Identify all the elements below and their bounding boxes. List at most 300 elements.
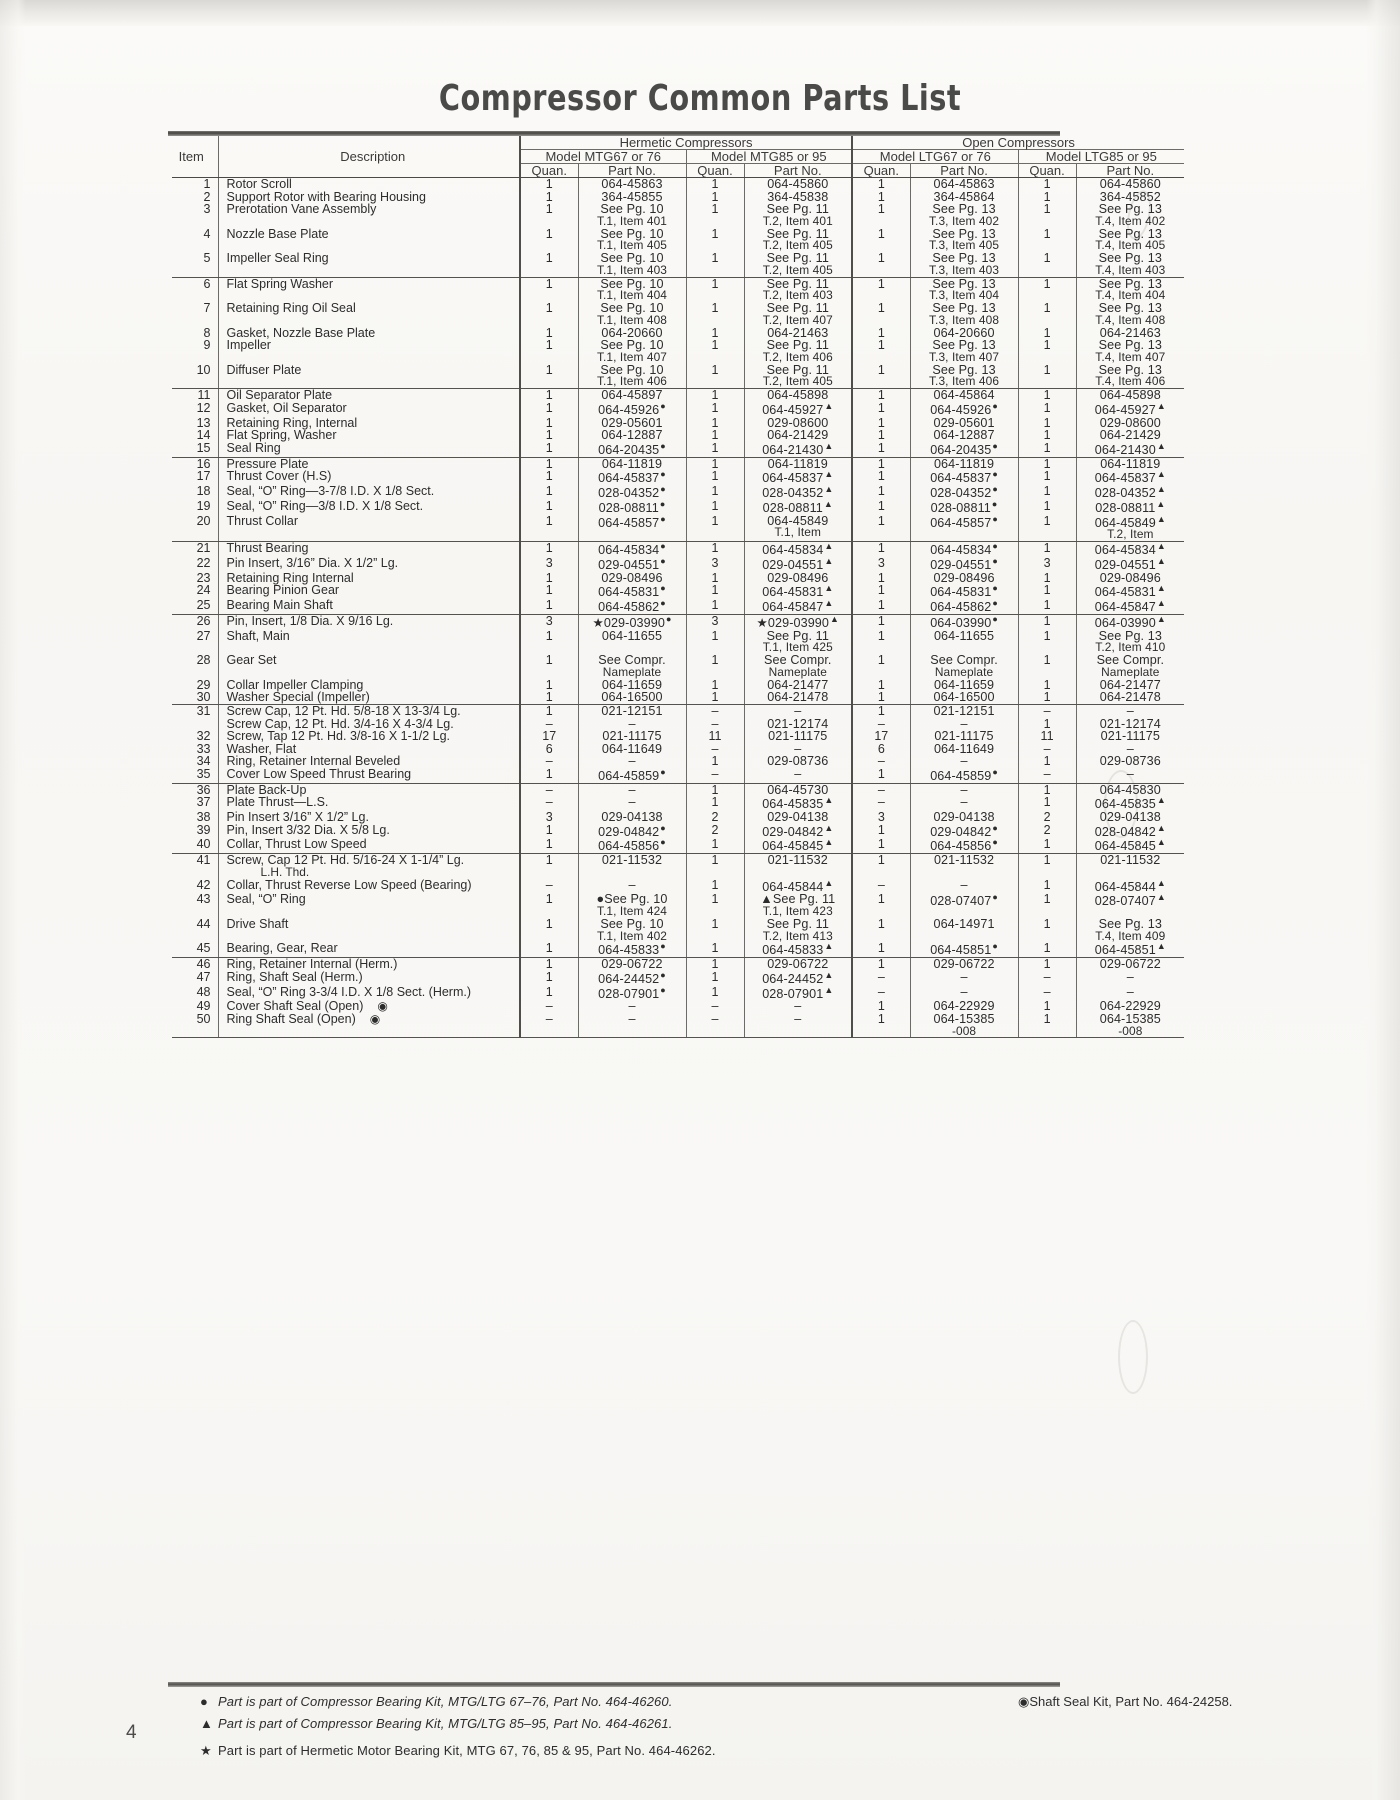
row-part-number: 064-21478 xyxy=(1076,691,1184,704)
table-row xyxy=(172,796,1184,811)
row-part-number: 064-03990 ▲ xyxy=(1076,614,1184,629)
row-part-number: 064-45834 ● xyxy=(910,542,1018,557)
row-part-number: 064-45831 ▲ xyxy=(1076,584,1184,599)
row-description: Screw, Cap 12 Pt. Hd. 5/16-24 X 1-1/4” Lg. L.H. Thd. xyxy=(218,854,520,879)
row-quantity: 1 xyxy=(1018,457,1076,470)
row-part-number: – xyxy=(578,1013,686,1038)
row-part-number: 029-06722 xyxy=(578,958,686,971)
row-quantity: 1 xyxy=(852,630,910,655)
row-part-reference: Nameplate xyxy=(1101,664,1160,679)
row-part-number: 021-11175 xyxy=(1076,730,1184,743)
kit-dot-icon xyxy=(992,469,998,479)
row-quantity: 1 xyxy=(520,630,578,655)
kit-dot-icon xyxy=(660,970,666,980)
row-quantity: 1 xyxy=(520,599,578,614)
row-quantity: 1 xyxy=(520,402,578,417)
table-row xyxy=(172,918,1184,943)
row-quantity: 1 xyxy=(852,485,910,500)
row-part-reference: Nameplate xyxy=(602,664,662,679)
row-quantity: 1 xyxy=(686,364,744,389)
header-part-mtg67: Part No. xyxy=(578,164,686,178)
row-quantity: 1 xyxy=(1018,654,1076,679)
row-quantity: 1 xyxy=(686,599,744,614)
row-part-number: 064-11655 xyxy=(910,630,1018,655)
row-part-number: – xyxy=(910,971,1018,986)
row-part-number: See Pg. 10 T.1, Item 405 xyxy=(578,228,686,253)
row-quantity: 1 xyxy=(686,442,744,457)
row-quantity: 1 xyxy=(852,228,910,253)
row-quantity: 3 xyxy=(852,811,910,824)
row-part-number: 064-11819 xyxy=(1076,457,1184,470)
table-row xyxy=(172,971,1184,986)
row-part-reference: T.3, Item 407 xyxy=(929,349,1000,364)
row-item-number: 34 xyxy=(196,754,211,769)
kit-dot-icon xyxy=(660,941,666,951)
row-quantity: 1 xyxy=(686,584,744,599)
row-part-number: 064-21430 ▲ xyxy=(744,442,852,457)
row-quantity: 1 xyxy=(686,971,744,986)
kit-dot-icon xyxy=(660,541,666,551)
row-part-number: – xyxy=(1076,971,1184,986)
row-part-number: 028-07901 ● xyxy=(578,986,686,1001)
row-quantity: 1 xyxy=(520,364,578,389)
row-part-number: 029-06722 xyxy=(910,958,1018,971)
row-quantity: 1 xyxy=(852,327,910,340)
row-part-number: 028-04352 ▲ xyxy=(1076,485,1184,500)
row-quantity: – xyxy=(520,796,578,811)
row-item-number: 27 xyxy=(196,628,211,643)
row-item-number: 4 xyxy=(203,226,211,241)
row-part-number: 364-45864 xyxy=(910,191,1018,204)
row-part-reference: Nameplate xyxy=(768,664,827,679)
row-quantity: 2 xyxy=(1018,811,1076,824)
row-quantity: 1 xyxy=(1018,515,1076,542)
row-part-number: 064-45835 ▲ xyxy=(1076,796,1184,811)
row-description-line2: L.H. Thd. xyxy=(260,864,310,879)
row-part-number: 064-11649 xyxy=(578,743,686,756)
row-part-number: – xyxy=(1076,704,1184,717)
kit-triangle-icon xyxy=(1156,499,1165,509)
row-quantity: – xyxy=(852,986,910,1001)
row-description: Oil Separator Plate xyxy=(218,389,520,402)
row-quantity: 1 xyxy=(520,893,578,918)
row-part-number: See Pg. 13 T.4, Item 406 xyxy=(1076,364,1184,389)
row-quantity: 1 xyxy=(686,783,744,796)
header-group-row xyxy=(172,136,1184,150)
row-quantity: 1 xyxy=(686,679,744,692)
row-part-number: 064-21463 xyxy=(1076,327,1184,340)
row-quantity: 1 xyxy=(520,824,578,839)
row-part-number: 064-21429 xyxy=(744,429,852,442)
kit-dot-icon xyxy=(660,767,666,777)
row-part-reference: T.2, Item 405 xyxy=(762,374,833,389)
row-part-number: 029-05601 xyxy=(578,417,686,430)
row-part-reference: T.1, Item 423 xyxy=(762,904,833,918)
kit-dot-icon xyxy=(992,401,998,411)
row-part-number: See Pg. 10 T.1, Item 407 xyxy=(578,339,686,364)
row-part-reference: T.2, Item 403 xyxy=(762,288,833,303)
row-quantity: 1 xyxy=(686,178,744,191)
table-row xyxy=(172,838,1184,853)
shaft-seal-kit-icon: ◉ xyxy=(377,999,388,1014)
row-quantity: 6 xyxy=(852,743,910,756)
row-description: Impeller Seal Ring xyxy=(218,252,520,277)
table-row xyxy=(172,485,1184,500)
table-row xyxy=(172,730,1184,743)
kit-dot-icon xyxy=(992,837,998,847)
table-row xyxy=(172,228,1184,253)
row-part-number: – xyxy=(744,743,852,756)
row-quantity: 1 xyxy=(520,389,578,402)
row-item-number: 9 xyxy=(203,338,211,353)
row-quantity: 1 xyxy=(520,191,578,204)
row-part-number: – xyxy=(910,879,1018,894)
row-part-reference: T.3, Item 402 xyxy=(929,213,1000,228)
row-part-number: See Compr. Nameplate xyxy=(744,654,852,679)
row-item-number: 23 xyxy=(196,570,211,585)
row-description: Seal, “O” Ring xyxy=(218,893,520,918)
row-part-number: 064-11655 xyxy=(578,630,686,655)
table-row xyxy=(172,811,1184,824)
row-quantity: – xyxy=(852,971,910,986)
row-part-reference: T.4, Item 405 xyxy=(1095,238,1166,253)
row-quantity: 1 xyxy=(520,971,578,986)
table-row xyxy=(172,557,1184,572)
row-part-number: – xyxy=(578,879,686,894)
row-description: Bearing Pinion Gear xyxy=(218,584,520,599)
row-quantity: 1 xyxy=(852,470,910,485)
table-row xyxy=(172,327,1184,340)
row-quantity: – xyxy=(852,783,910,796)
row-part-reference: T.1, Item 403 xyxy=(596,262,668,277)
row-part-number: See Pg. 11 T.2, Item 413 xyxy=(744,918,852,943)
kit-triangle-icon xyxy=(824,583,833,593)
row-quantity: 1 xyxy=(520,691,578,704)
row-item-number: 25 xyxy=(172,599,218,614)
header-quan-mtg85: Quan. xyxy=(686,164,744,178)
row-part-reference: T.3, Item 403 xyxy=(929,262,1000,277)
table-row xyxy=(172,654,1184,679)
row-part-number: 064-24452 ▲ xyxy=(744,971,852,986)
kit-dot-icon xyxy=(660,837,666,847)
row-description: Collar Impeller Clamping xyxy=(218,679,520,692)
row-part-number: 021-11175 xyxy=(744,730,852,743)
row-quantity: 2 xyxy=(1018,824,1076,839)
kit-triangle-icon xyxy=(1157,878,1166,888)
row-part-reference: -008 xyxy=(1118,1023,1143,1038)
row-part-reference: T.2, Item 410 xyxy=(1095,640,1166,655)
kit-triangle-icon xyxy=(1157,837,1166,847)
row-part-number: 021-12174 xyxy=(744,718,852,731)
row-quantity: 1 xyxy=(686,191,744,204)
row-description: Thrust Bearing xyxy=(218,542,520,557)
row-quantity: 1 xyxy=(520,178,578,191)
row-part-number: 029-04551 ▲ xyxy=(1076,557,1184,572)
row-description: Pin, Insert 3/32 Dia. X 5/8 Lg. xyxy=(218,824,520,839)
table-row xyxy=(172,402,1184,417)
row-quantity: 1 xyxy=(686,515,744,542)
row-quantity: 1 xyxy=(1018,339,1076,364)
row-part-number: See Pg. 11 T.2, Item 403 xyxy=(744,277,852,302)
row-part-number: 029-04138 xyxy=(744,811,852,824)
row-quantity: 1 xyxy=(686,879,744,894)
row-quantity: – xyxy=(686,743,744,756)
header-quan-mtg67: Quan. xyxy=(520,164,578,178)
row-quantity: 1 xyxy=(1018,630,1076,655)
row-description: Seal, “O” Ring—3-7/8 I.D. X 1/8 Sect. xyxy=(218,485,520,500)
row-item-number xyxy=(172,718,218,731)
row-part-reference: -008 xyxy=(951,1023,977,1038)
row-quantity: 6 xyxy=(520,743,578,756)
kit-triangle-icon xyxy=(824,878,833,888)
row-part-number: ●See Pg. 10 T.1, Item 424 xyxy=(578,893,686,918)
row-part-number: 064-45844 ▲ xyxy=(744,879,852,894)
kit-triangle-icon xyxy=(824,401,833,411)
row-quantity: 1 xyxy=(852,191,910,204)
row-quantity: – xyxy=(1018,768,1076,783)
row-part-number: 064-20660 xyxy=(578,327,686,340)
row-quantity: 1 xyxy=(1018,191,1076,204)
row-part-number: 064-45844 ▲ xyxy=(1076,879,1184,894)
row-part-number: 029-04842 ● xyxy=(578,824,686,839)
row-quantity: 1 xyxy=(852,542,910,557)
kit-triangle-icon xyxy=(1157,401,1166,411)
row-part-number: 064-21429 xyxy=(1076,429,1184,442)
table-row xyxy=(172,389,1184,402)
row-part-number: 028-08811 ● xyxy=(910,500,1018,515)
row-part-number: See Pg. 13 T.3, Item 406 xyxy=(910,364,1018,389)
row-part-number: See Pg. 10 T.1, Item 403 xyxy=(578,252,686,277)
row-quantity: 1 xyxy=(520,838,578,853)
row-quantity: – xyxy=(686,718,744,731)
row-description: Prerotation Vane Assembly xyxy=(218,203,520,228)
row-part-reference: Nameplate xyxy=(934,664,994,679)
kit-dot-icon xyxy=(660,514,666,524)
row-quantity: 1 xyxy=(520,252,578,277)
row-description: Flat Spring, Washer xyxy=(218,429,520,442)
row-quantity: – xyxy=(686,1013,744,1038)
kit-dot-icon xyxy=(660,469,666,479)
row-quantity: 1 xyxy=(686,755,744,768)
row-item-number: 18 xyxy=(196,484,211,498)
row-item-number: 37 xyxy=(196,795,211,810)
row-part-number: 064-03990 ● xyxy=(910,614,1018,629)
row-description: Plate Back-Up xyxy=(218,783,520,796)
row-part-number: 029-08496 xyxy=(578,572,686,585)
row-part-number: 064-45837 ▲ xyxy=(1076,470,1184,485)
row-quantity: 1 xyxy=(852,584,910,599)
row-description: Washer, Flat xyxy=(218,743,520,756)
row-quantity: 1 xyxy=(686,942,744,957)
row-part-number: 064-45847 ▲ xyxy=(1076,599,1184,614)
row-quantity: 1 xyxy=(1018,679,1076,692)
row-quantity: 1 xyxy=(686,457,744,470)
row-part-number: 064-45863 xyxy=(910,178,1018,191)
kit-dot-icon xyxy=(992,583,998,593)
row-quantity: 1 xyxy=(686,958,744,971)
row-part-number: See Pg. 13 T.4, Item 409 xyxy=(1076,918,1184,943)
row-item-number: 10 xyxy=(172,364,218,389)
kit-triangle-icon xyxy=(1157,823,1166,833)
row-part-reference: T.2, Item 406 xyxy=(762,349,833,364)
header-part-ltg85: Part No. xyxy=(1076,164,1184,178)
table-row xyxy=(172,893,1184,918)
row-item-number: 17 xyxy=(196,469,211,484)
row-part-number: 029-08736 xyxy=(1076,755,1184,768)
kit-triangle-icon xyxy=(824,441,833,451)
table-row xyxy=(172,879,1184,894)
row-quantity: – xyxy=(520,879,578,894)
row-part-number: 064-22929 xyxy=(1076,1000,1184,1013)
row-description: Pin Insert 3/16” X 1/2” Lg. xyxy=(218,811,520,824)
row-part-number: 064-45849 ▲ T.2, Item xyxy=(1076,515,1184,542)
row-part-number: 064-45927 ▲ xyxy=(1076,402,1184,417)
row-quantity: 1 xyxy=(852,302,910,327)
footnotes xyxy=(200,1694,1260,1766)
row-part-number: 064-45898 xyxy=(744,389,852,402)
row-part-reference: T.2, Item 405 xyxy=(762,262,833,277)
row-quantity: – xyxy=(520,783,578,796)
row-part-reference: T.4, Item 402 xyxy=(1095,213,1166,228)
table-row xyxy=(172,704,1184,717)
row-part-number: 028-07407 ● xyxy=(910,893,1018,918)
row-quantity: 1 xyxy=(852,402,910,417)
kit-triangle-icon xyxy=(824,837,833,847)
row-item-number: 14 xyxy=(196,428,211,443)
row-part-number: 064-45898 xyxy=(1076,389,1184,402)
row-part-reference: T.2, Item 413 xyxy=(762,928,833,943)
kit-triangle-icon xyxy=(824,541,833,551)
row-part-number: See Pg. 10 T.1, Item 402 xyxy=(578,918,686,943)
kit-triangle-icon xyxy=(824,823,833,833)
row-item-number: 8 xyxy=(203,325,211,340)
row-item-number: 42 xyxy=(196,877,211,892)
row-quantity: 1 xyxy=(520,417,578,430)
kit-dot-icon xyxy=(992,598,998,608)
row-quantity: 2 xyxy=(686,811,744,824)
row-quantity: 1 xyxy=(1018,470,1076,485)
row-quantity: – xyxy=(520,755,578,768)
row-quantity: 1 xyxy=(520,654,578,679)
row-part-number: 064-45863 xyxy=(578,178,686,191)
table-row xyxy=(172,599,1184,614)
row-part-number: – xyxy=(910,986,1018,1001)
row-part-number: – xyxy=(1076,768,1184,783)
row-part-number: 064-15385 -008 xyxy=(1076,1013,1184,1038)
kit-dot-icon xyxy=(660,556,666,566)
row-quantity: 1 xyxy=(852,704,910,717)
row-part-reference: T.1, Item 425 xyxy=(762,640,833,655)
row-quantity: 1 xyxy=(520,470,578,485)
row-part-number: 064-45830 xyxy=(1076,783,1184,796)
table-row xyxy=(172,302,1184,327)
row-part-number: 064-11659 xyxy=(910,679,1018,692)
row-quantity: 3 xyxy=(520,557,578,572)
row-quantity: 1 xyxy=(686,893,744,918)
row-quantity: 1 xyxy=(852,277,910,302)
row-part-number: See Pg. 10 T.1, Item 408 xyxy=(578,302,686,327)
row-part-number: 064-45860 xyxy=(744,178,852,191)
row-quantity: 1 xyxy=(686,572,744,585)
kit-triangle-icon xyxy=(824,556,833,566)
row-part-number: See Pg. 13 T.3, Item 408 xyxy=(910,302,1018,327)
row-quantity: 1 xyxy=(1018,584,1076,599)
row-part-number: 029-06722 xyxy=(1076,958,1184,971)
row-quantity: 3 xyxy=(686,614,744,629)
kit-triangle-icon xyxy=(830,614,839,624)
row-quantity: 1 xyxy=(1018,718,1076,731)
row-part-number: 364-45855 xyxy=(578,191,686,204)
row-quantity: 1 xyxy=(852,824,910,839)
row-quantity: 1 xyxy=(520,572,578,585)
row-part-number: 064-20660 xyxy=(910,327,1018,340)
row-quantity: 17 xyxy=(852,730,910,743)
row-quantity: – xyxy=(1018,704,1076,717)
row-quantity: 1 xyxy=(852,958,910,971)
row-part-number: – xyxy=(578,796,686,811)
row-quantity: – xyxy=(520,718,578,731)
row-quantity: 1 xyxy=(1018,277,1076,302)
row-item-number: 22 xyxy=(196,556,211,571)
row-item-number: 44 xyxy=(196,916,211,931)
row-part-reference: T.2, Item 407 xyxy=(762,312,833,327)
row-part-number: 029-04842 ▲ xyxy=(744,824,852,839)
row-item-number: 48 xyxy=(196,984,211,999)
kit-dot-icon xyxy=(660,441,666,451)
row-part-number: See Pg. 11 T.2, Item 407 xyxy=(744,302,852,327)
row-description: Impeller xyxy=(218,339,520,364)
row-item-number: 20 xyxy=(172,515,218,542)
row-part-number: 029-08496 xyxy=(744,572,852,585)
row-part-reference: T.3, Item 404 xyxy=(929,288,1000,303)
row-description: Screw Cap, 12 Pt. Hd. 3/4-16 X 4-3/4 Lg. xyxy=(218,718,520,731)
row-quantity: 1 xyxy=(686,203,744,228)
row-part-number: 029-04551 ● xyxy=(910,557,1018,572)
row-quantity: 1 xyxy=(1018,1000,1076,1013)
row-quantity: 1 xyxy=(520,228,578,253)
scan-edge-top xyxy=(0,0,1400,26)
header-description: Description xyxy=(218,136,520,178)
row-quantity: 1 xyxy=(852,768,910,783)
row-description: Bearing, Gear, Rear xyxy=(218,942,520,957)
kit-dot-icon xyxy=(660,484,666,494)
row-quantity: 1 xyxy=(852,691,910,704)
row-quantity: 1 xyxy=(1018,542,1076,557)
table-row xyxy=(172,515,1184,542)
row-item-number: 1 xyxy=(203,177,211,191)
row-item-number: 50 xyxy=(172,1013,218,1038)
kit-triangle-icon xyxy=(1157,514,1166,524)
row-quantity: 1 xyxy=(852,178,910,191)
row-quantity: 1 xyxy=(852,515,910,542)
row-part-reference: T.1, Item 406 xyxy=(596,374,668,389)
row-quantity: 1 xyxy=(852,599,910,614)
row-part-number: 064-45851 ▲ xyxy=(1076,942,1184,957)
table-header xyxy=(172,136,1184,178)
row-part-number: 064-45730 xyxy=(744,783,852,796)
row-part-reference: T.4, Item 409 xyxy=(1095,928,1166,943)
row-part-number: 064-21478 xyxy=(744,691,852,704)
row-part-number: 064-45860 xyxy=(1076,178,1184,191)
row-part-number: 064-45834 ▲ xyxy=(744,542,852,557)
header-quan-ltg85: Quan. xyxy=(1018,164,1076,178)
row-quantity: 1 xyxy=(520,302,578,327)
kit-dot-icon xyxy=(660,583,666,593)
row-quantity: – xyxy=(852,718,910,731)
row-quantity: 1 xyxy=(520,942,578,957)
row-item-number: 21 xyxy=(196,541,211,556)
row-part-number: 064-45831 ▲ xyxy=(744,584,852,599)
